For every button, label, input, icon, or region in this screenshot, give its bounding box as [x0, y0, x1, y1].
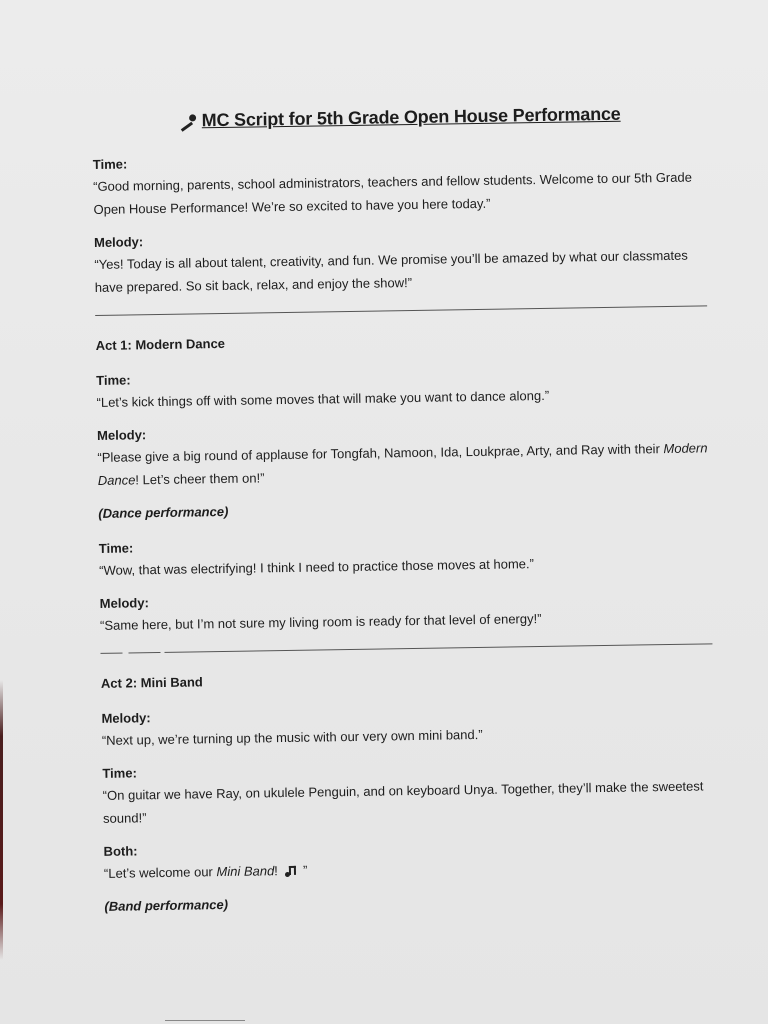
- intro-line-1: [93, 147, 706, 221]
- speaker-label: Melody:: [101, 710, 151, 726]
- act-1-line-3: [99, 531, 712, 582]
- section-divider: [95, 305, 707, 316]
- script-content: [92, 102, 717, 934]
- act-1-heading: Act 1: Modern Dance: [95, 335, 226, 353]
- stage-direction: (Band performance): [104, 896, 229, 914]
- dialogue-text: “Wow, that was electrifying! I think I need to practice those moves at home.”: [99, 556, 535, 578]
- dialogue-text-end: ”: [299, 862, 308, 878]
- section-divider: [100, 643, 712, 654]
- act-2-heading: Act 2: Mini Band: [100, 674, 203, 691]
- dialogue-text: “Same here, but I’m not sure my living room is ready for that level of energy!”: [99, 611, 542, 633]
- speaker-label: Both:: [103, 843, 138, 859]
- intro-line-2: [94, 225, 707, 299]
- dialogue-text: “Yes! Today is all about talent, creativity, and fun. We promise you’ll be amazed by what our classmates have prepared. So sit back, relax, and enjoy the show!”: [94, 247, 688, 295]
- speaker-label: Melody:: [96, 427, 147, 443]
- act-1-line-1: [96, 363, 709, 414]
- speaker-label: Melody:: [99, 595, 149, 611]
- speaker-label: Time:: [98, 540, 134, 556]
- act-title-italic: Mini Band: [216, 863, 275, 880]
- act-1-line-2: [97, 418, 710, 492]
- dialogue-text: “On guitar we have Ray, on ukulele Penguin, and on keyboard Unya. Together, they’ll make the sweetest sound!”: [102, 778, 704, 826]
- dialogue-text-start: “Let’s welcome our: [103, 864, 217, 881]
- page-edge-shadow: [0, 680, 3, 960]
- dialogue-text: “Let’s kick things off with some moves that will make you want to dance along.”: [96, 387, 550, 410]
- speaker-label: Time:: [102, 765, 137, 781]
- speaker-label: Time:: [96, 372, 131, 388]
- act-2-line-2: [102, 756, 715, 830]
- dialogue-text: “Good morning, parents, school administrators, teachers and fellow students. Welcome to our 5th Grade Open House Performance! We’re so excited to have you here today.”: [93, 169, 692, 217]
- dialogue-text-start: “Please give a big round of applause for Tongfah, Namoon, Ida, Loukprae, Arty, and Ray with their: [97, 441, 664, 465]
- bottom-edge-mark: [165, 1020, 245, 1021]
- act-1-line-4: [100, 586, 713, 637]
- speaker-label: Melody:: [93, 234, 144, 250]
- dialogue-text-end: ! Let’s cheer them on!”: [135, 470, 265, 488]
- stage-direction: (Dance performance): [98, 503, 229, 521]
- document-title: [92, 102, 704, 133]
- dialogue-text: “Next up, we’re turning up the music with our very own mini band.”: [101, 726, 483, 748]
- title-text: MC Script for 5th Grade Open House Performance: [201, 103, 621, 131]
- act-title-italic: Modern Dance: [97, 440, 708, 488]
- act-2-line-1: [101, 701, 714, 752]
- act-2-line-3: [103, 834, 716, 885]
- microphone-icon: [176, 115, 198, 129]
- dialogue-text-mid: !: [274, 863, 282, 879]
- music-notes-icon: [283, 865, 297, 877]
- speaker-label: Time:: [92, 156, 128, 172]
- dialogue-text: [97, 436, 710, 492]
